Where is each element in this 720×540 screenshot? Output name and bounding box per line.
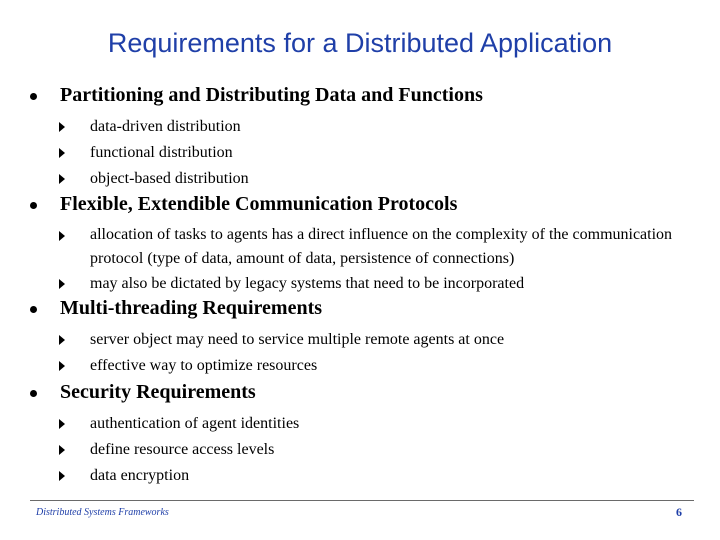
triangle-bullet-icon	[59, 471, 65, 481]
list-item: data-driven distribution	[59, 114, 700, 140]
list-item: data encryption	[59, 463, 700, 489]
triangle-bullet-icon	[59, 335, 65, 345]
triangle-bullet-icon	[59, 419, 65, 429]
list-item: may also be dictated by legacy systems that need to be incorporated	[59, 271, 700, 297]
section-heading-row	[30, 297, 700, 327]
footer-label: Distributed Systems Frameworks	[36, 507, 169, 518]
section-protocols	[30, 193, 700, 297]
bullet-dot-icon	[30, 306, 37, 313]
triangle-bullet-icon	[59, 361, 65, 371]
sub-list	[59, 114, 700, 192]
list-item: functional distribution	[59, 140, 700, 166]
section-multithreading	[30, 297, 700, 379]
triangle-bullet-icon	[59, 279, 65, 289]
list-item: object-based distribution	[59, 166, 700, 192]
list-item: server object may need to service multiple remote agents at once	[59, 327, 700, 353]
section-heading-row	[30, 381, 700, 411]
section-heading: Multi-threading Requirements	[60, 297, 323, 319]
section-security	[30, 381, 700, 489]
section-heading-row	[30, 84, 700, 114]
sub-list	[59, 327, 700, 379]
section-partitioning	[30, 84, 700, 192]
section-heading-row	[30, 193, 700, 223]
sub-list	[59, 223, 700, 297]
footer-divider	[30, 500, 694, 501]
list-item: effective way to optimize resources	[59, 353, 700, 379]
list-item: authentication of agent identities	[59, 411, 700, 437]
triangle-bullet-icon	[59, 231, 65, 241]
section-heading: Partitioning and Distributing Data and Functions	[60, 84, 483, 106]
bullet-dot-icon	[30, 390, 37, 397]
sub-list	[59, 411, 700, 489]
bullet-dot-icon	[30, 202, 37, 209]
list-item: define resource access levels	[59, 437, 700, 463]
triangle-bullet-icon	[59, 174, 65, 184]
bullet-dot-icon	[30, 93, 37, 100]
list-item: allocation of tasks to agents has a direct influence on the complexity of the communication protocol (type of data, amount of data, persistence of connections)	[59, 223, 700, 271]
page-number: 6	[676, 505, 682, 519]
triangle-bullet-icon	[59, 122, 65, 132]
triangle-bullet-icon	[59, 148, 65, 158]
triangle-bullet-icon	[59, 445, 65, 455]
section-heading: Security Requirements	[60, 381, 256, 403]
section-heading: Flexible, Extendible Communication Protocols	[60, 193, 458, 215]
slide-title: Requirements for a Distributed Application	[107, 28, 613, 58]
